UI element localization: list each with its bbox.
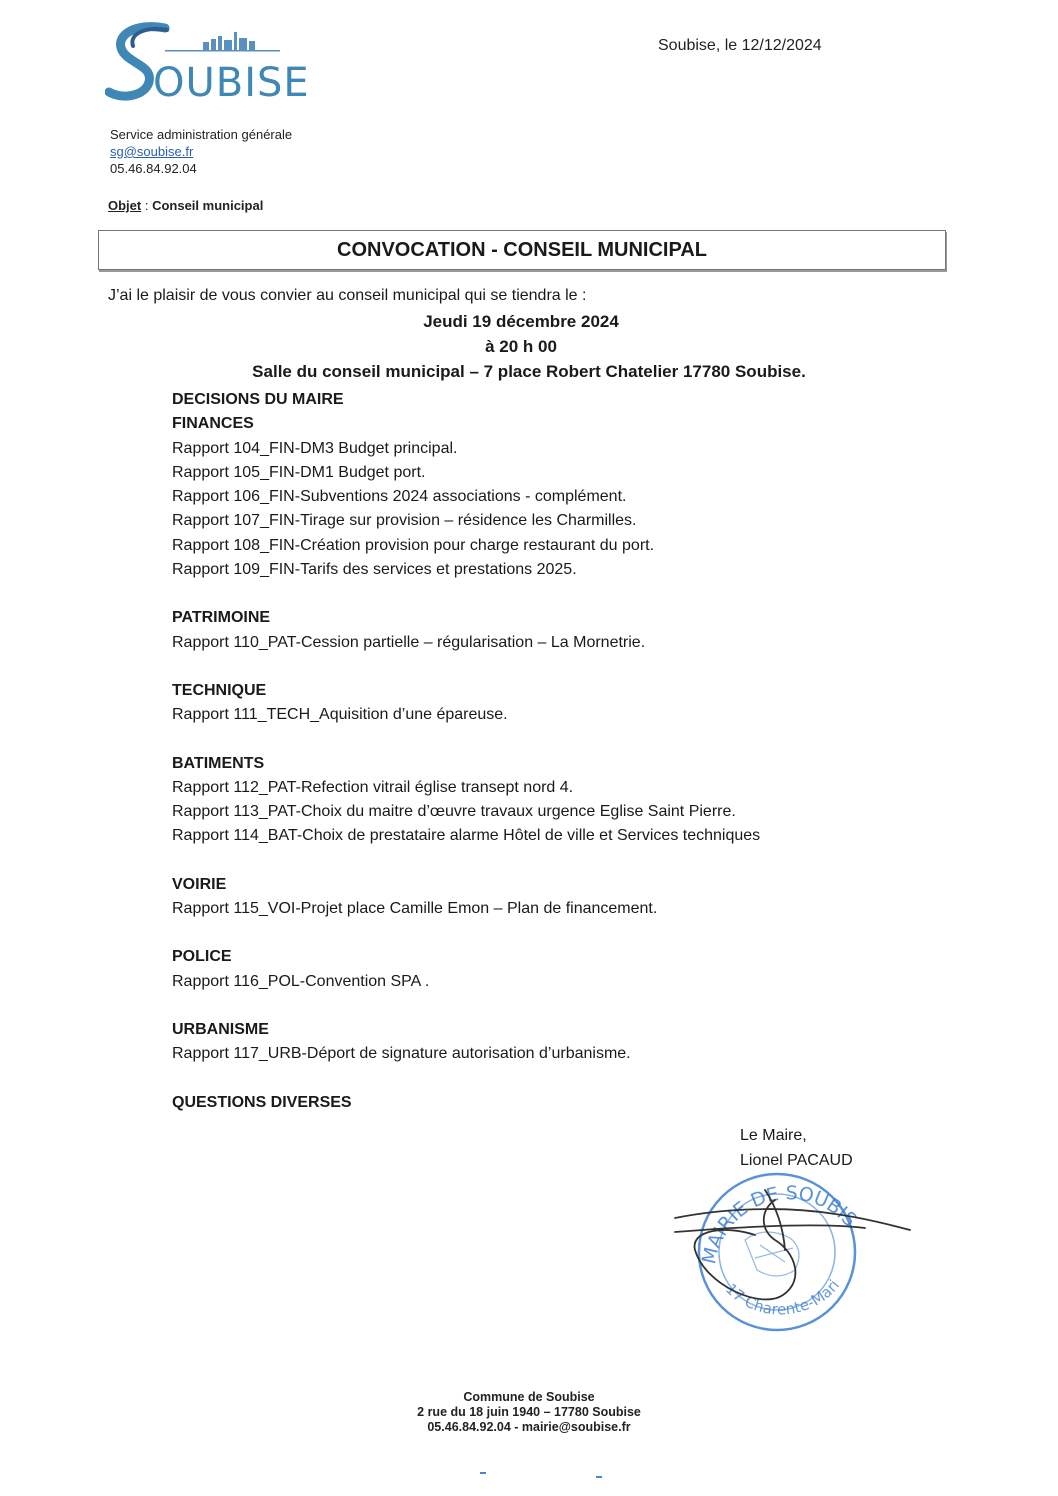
spacer: [172, 1067, 972, 1091]
service-name: Service administration générale: [110, 127, 293, 142]
agenda: [172, 388, 972, 1115]
signer-role: Le Maire,: [740, 1127, 807, 1144]
footer-decoration: [480, 1472, 486, 1474]
service-phone: 05.46.84.92.04: [110, 161, 197, 176]
service-email-link[interactable]: sg@soubise.fr: [110, 144, 194, 159]
objet-label: Objet: [108, 198, 142, 213]
signer-block: [740, 1124, 853, 1173]
spacer: [172, 849, 972, 873]
agenda-item: Rapport 108_FIN-Création provision pour charge restaurant du port.: [172, 536, 655, 554]
agenda-item: Rapport 110_PAT-Cession partielle – régularisation – La Mornetrie.: [172, 633, 646, 651]
agenda-item: Rapport 107_FIN-Tirage sur provision – résidence les Charmilles.: [172, 512, 637, 530]
stamp-top-text: MAIRIE DE SOUBIS: [698, 1182, 862, 1267]
logo-wordmark: OUBISE: [153, 60, 310, 106]
agenda-item: Rapport 109_FIN-Tarifs des services et prestations 2025.: [172, 561, 577, 579]
agenda-item: Rapport 106_FIN-Subventions 2024 associations - complément.: [172, 488, 627, 506]
banner-title: CONVOCATION - CONSEIL MUNICIPAL: [337, 239, 707, 261]
objet-value: Conseil municipal: [152, 198, 264, 213]
footer-decoration: [596, 1476, 602, 1478]
section-heading: VOIRIE: [172, 875, 227, 893]
signer-name: Lionel PACAUD: [740, 1151, 853, 1169]
objet-separator: :: [141, 198, 153, 213]
section-heading: POLICE: [172, 948, 232, 966]
service-block: [110, 126, 292, 177]
stamp-bottom-text: 17 Charente-Mari: [722, 1276, 844, 1319]
spacer: [172, 921, 972, 945]
questions-diverses-heading: QUESTIONS DIVERSES: [172, 1093, 352, 1111]
spacer: [172, 655, 972, 679]
agenda-item: Rapport 114_BAT-Choix de prestataire alarme Hôtel de ville et Services techniques: [172, 827, 761, 845]
agenda-item: Rapport 113_PAT-Choix du maitre d’œuvre travaux urgence Eglise Saint Pierre.: [172, 803, 736, 821]
agenda-item: Rapport 111_TECH_Aquisition d’une épareuse.: [172, 706, 508, 724]
spacer: [172, 582, 972, 606]
agenda-item: Rapport 105_FIN-DM1 Budget port.: [172, 463, 426, 481]
agenda-decisions-heading: DECISIONS DU MAIRE: [172, 391, 344, 408]
agenda-item: Rapport 115_VOI-Projet place Camille Emon – Plan de financement.: [172, 900, 658, 918]
official-stamp-icon: [665, 1170, 915, 1335]
intro-text: J’ai le plaisir de vous convier au conseil municipal qui se tiendra le :: [108, 287, 587, 304]
agenda-item: Rapport 112_PAT-Refection vitrail église transept nord 4.: [172, 778, 574, 796]
section-heading: FINANCES: [172, 415, 254, 433]
footer-commune: Commune de Soubise: [463, 1390, 595, 1404]
section-heading: TECHNIQUE: [172, 681, 267, 699]
agenda-item: Rapport 104_FIN-DM3 Budget principal.: [172, 439, 458, 457]
meeting-time: à 20 h 00: [485, 337, 557, 356]
footer-address: 2 rue du 18 juin 1940 – 17780 Soubise: [417, 1405, 641, 1419]
mairie-stamp-signature: [665, 1170, 915, 1335]
objet-line: [108, 198, 263, 213]
spacer: [172, 994, 972, 1018]
meeting-date: Jeudi 19 décembre 2024: [423, 312, 619, 331]
agenda-item: Rapport 116_POL-Convention SPA .: [172, 972, 430, 990]
footer: [0, 1390, 1058, 1435]
document-date: Soubise, le 12/12/2024: [658, 37, 822, 54]
section-heading: URBANISME: [172, 1020, 269, 1038]
spacer: [172, 728, 972, 752]
meeting-place: Salle du conseil municipal – 7 place Robert Chatelier 17780 Soubise.: [252, 362, 806, 381]
section-heading: PATRIMOINE: [172, 609, 271, 627]
agenda-item: Rapport 117_URB-Déport de signature autorisation d’urbanisme.: [172, 1045, 631, 1063]
convocation-banner: [98, 230, 946, 270]
section-heading: BATIMENTS: [172, 754, 265, 772]
soubise-logo: [105, 22, 315, 112]
footer-contact: 05.46.84.92.04 - mairie@soubise.fr: [427, 1420, 631, 1434]
